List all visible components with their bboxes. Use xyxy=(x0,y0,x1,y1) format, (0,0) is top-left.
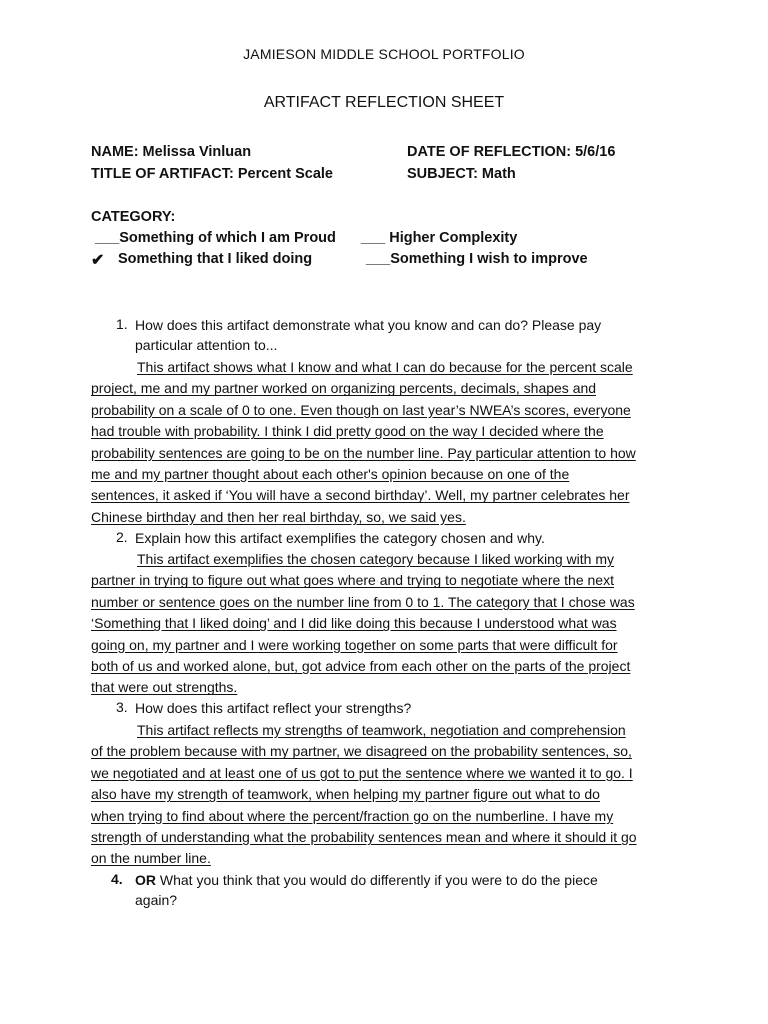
answer-line: of the problem because with my partner, we disagreed on the probability sentences, so, xyxy=(91,743,632,760)
answer-line: also have my strength of teamwork, when helping my partner figure out what to do xyxy=(91,786,600,803)
prompt-line: again? xyxy=(135,892,178,908)
answer-line: Chinese birthday and then her real birthday, so, we said yes. xyxy=(91,508,466,525)
answer-line: going on, my partner and I were working together on some parts that were difficult for xyxy=(91,636,618,653)
answer-line: both of us and worked alone, but, got advice from each other on the parts of the project xyxy=(91,658,631,675)
answer-line: strength of understanding what the probability sentences mean and where it should it go xyxy=(91,829,637,846)
answer-line: that were out strengths. xyxy=(91,679,238,696)
question-prompt xyxy=(135,528,545,548)
question-number: 1. xyxy=(116,316,128,332)
prompt-line: How does this artifact demonstrate what you know and can do? Please pay xyxy=(135,317,602,333)
answer-line: This artifact reflects my strengths of teamwork, negotiation and comprehension xyxy=(137,722,626,738)
category-option-complexity: ___ Higher Complexity xyxy=(361,230,518,246)
answer-line: probability on a scale of 0 to one. Even though on last year’s NWEA’s scores, everyone xyxy=(91,401,631,418)
answer-line: number or sentence goes on the number line from 0 to 1. The category that I chose was xyxy=(91,593,635,610)
category-option-proud: ___Something of which I am Proud xyxy=(95,230,336,246)
answer-line: we negotiated and at least one of us got to put the sentence where we wanted it to go. I xyxy=(91,764,633,781)
question-number: 3. xyxy=(116,699,128,715)
or-label: OR xyxy=(135,872,156,888)
question-number: 4. xyxy=(111,871,123,887)
answer-line: sentences, it asked if ‘You will have a second birthday’. Well, my partner celebrates her xyxy=(91,487,630,504)
category-option-liked: Something that I liked doing xyxy=(118,251,313,267)
prompt-line: particular attention to... xyxy=(135,337,278,353)
prompt-line: Explain how this artifact exemplifies the category chosen and why. xyxy=(135,530,545,546)
answer-line: on the number line. xyxy=(91,850,211,867)
answer-line: This artifact exemplifies the chosen category because I liked working with my xyxy=(137,551,614,567)
answer-line: me and my partner thought about each other's opinion because on one of the xyxy=(91,466,570,483)
question-prompt xyxy=(135,315,601,355)
school-header: JAMIESON MIDDLE SCHOOL PORTFOLIO xyxy=(243,46,525,62)
answer-line: had trouble with probability. I think I did pretty good on the way I decided where the xyxy=(91,423,604,440)
question-prompt xyxy=(135,870,598,910)
answer-line: project, me and my partner worked on organizing percents, decimals, shapes and xyxy=(91,380,597,397)
question-prompt xyxy=(135,698,411,718)
answer-line: partner in trying to figure out what goes where and trying to negotiate where the next xyxy=(91,572,614,589)
page-title: ARTIFACT REFLECTION SHEET xyxy=(263,94,505,111)
answer-text xyxy=(91,549,681,699)
answer-line: probability sentences are going to be on the number line. Pay particular attention to how xyxy=(91,444,636,461)
prompt-line: What you think that you would do differently if you were to do the piece xyxy=(159,872,598,888)
answer-text xyxy=(91,720,681,870)
question-number: 2. xyxy=(116,529,128,545)
category-option-improve: ___Something I wish to improve xyxy=(366,251,588,267)
student-name: NAME: Melissa Vinluan xyxy=(91,144,252,160)
category-label: CATEGORY: xyxy=(91,209,176,225)
reflection-date: DATE OF REFLECTION: 5/6/16 xyxy=(407,144,616,160)
check-mark-icon: ✔ xyxy=(91,252,105,269)
answer-line: when trying to find about where the percent/fraction go on the numberline. I have my xyxy=(91,807,614,824)
subject: SUBJECT: Math xyxy=(407,166,516,182)
answer-line: ‘Something that I liked doing’ and I did like doing this because I understood what was xyxy=(91,615,617,632)
artifact-title: TITLE OF ARTIFACT: Percent Scale xyxy=(91,166,333,182)
answer-line: This artifact shows what I know and what I can do because for the percent scale xyxy=(137,359,633,375)
prompt-line: How does this artifact reflect your strengths? xyxy=(135,700,412,716)
answer-text xyxy=(91,357,681,528)
